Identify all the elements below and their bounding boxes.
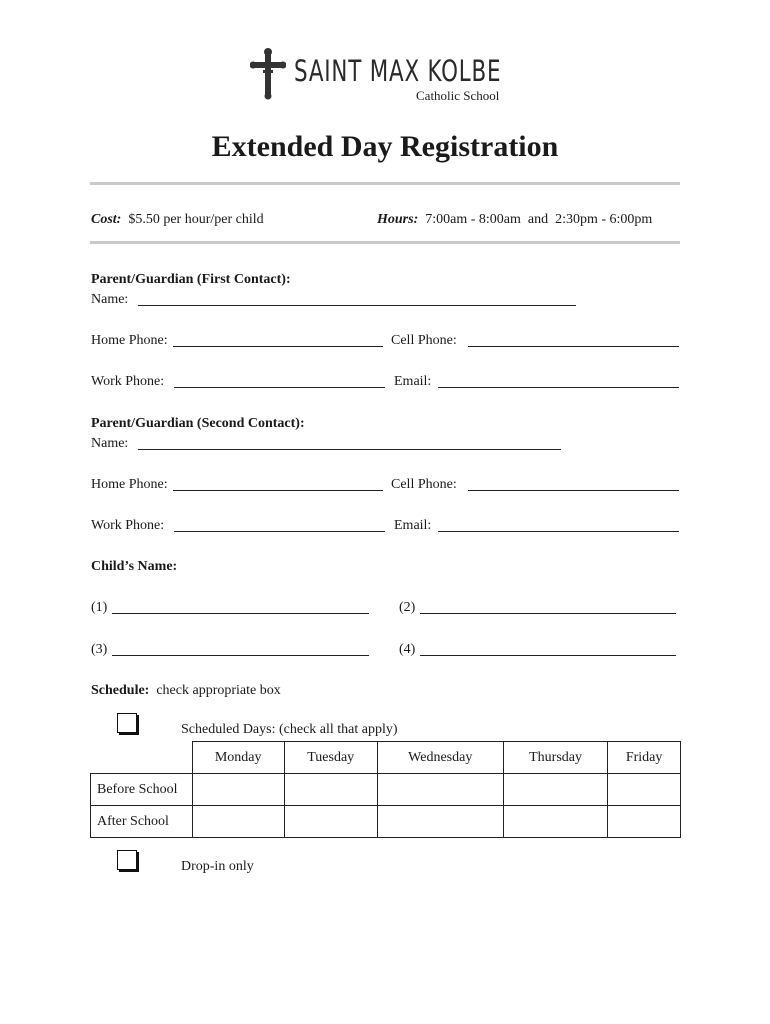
cell-after-friday[interactable] — [608, 806, 681, 838]
second-contact-heading: Parent/Guardian (Second Contact): — [91, 416, 305, 431]
table-corner-cell — [91, 742, 193, 774]
school-name: SAINT MAX KOLBE — [294, 54, 502, 88]
drop-in-checkbox[interactable] — [117, 850, 137, 870]
cell-after-tuesday[interactable] — [284, 806, 377, 838]
child-1-field[interactable] — [112, 613, 369, 614]
second-cell-phone-label: Cell Phone: — [391, 477, 457, 492]
school-logo — [250, 48, 530, 108]
table-row — [91, 806, 681, 838]
first-home-phone-label: Home Phone: — [91, 333, 168, 348]
hours-label: Hours: — [377, 212, 419, 227]
cell-before-thursday[interactable] — [503, 774, 607, 806]
day-header-wednesday: Wednesday — [377, 742, 503, 774]
schedule-instruction: check appropriate box — [156, 683, 281, 698]
info-divider — [90, 241, 680, 244]
first-contact-heading: Parent/Guardian (First Contact): — [91, 272, 291, 287]
second-email-label: Email: — [394, 518, 432, 533]
first-cell-phone-field[interactable] — [468, 346, 679, 347]
table-row — [91, 774, 681, 806]
first-name-label: Name: — [91, 292, 129, 307]
child-1-label: (1) — [91, 600, 108, 615]
cell-before-friday[interactable] — [608, 774, 681, 806]
cell-before-wednesday[interactable] — [377, 774, 503, 806]
first-work-phone-label: Work Phone: — [91, 374, 165, 389]
schedule-table — [90, 741, 681, 838]
page-title: Extended Day Registration — [211, 130, 559, 163]
first-home-phone-field[interactable] — [173, 346, 383, 347]
scheduled-days-label: Scheduled Days: (check all that apply) — [181, 722, 398, 737]
day-header-friday: Friday — [608, 742, 681, 774]
row-label-before-school: Before School — [91, 774, 193, 806]
second-home-phone-label: Home Phone: — [91, 477, 168, 492]
second-email-field[interactable] — [438, 531, 679, 532]
cell-before-monday[interactable] — [192, 774, 284, 806]
cost-label: Cost: — [91, 212, 122, 227]
second-cell-phone-field[interactable] — [468, 490, 679, 491]
first-name-field[interactable] — [138, 305, 576, 306]
hours-row — [377, 212, 652, 228]
cost-value: $5.50 per hour/per child — [128, 212, 264, 227]
second-work-phone-field[interactable] — [174, 531, 385, 532]
cell-after-wednesday[interactable] — [377, 806, 503, 838]
top-divider — [90, 182, 680, 185]
child-2-field[interactable] — [420, 613, 676, 614]
table-header-row — [91, 742, 681, 774]
second-work-phone-label: Work Phone: — [91, 518, 165, 533]
cell-before-tuesday[interactable] — [284, 774, 377, 806]
cost-row — [91, 212, 264, 228]
second-name-label: Name: — [91, 436, 129, 451]
child-3-label: (3) — [91, 642, 108, 657]
schedule-row — [91, 683, 281, 699]
cell-after-monday[interactable] — [192, 806, 284, 838]
cell-after-thursday[interactable] — [503, 806, 607, 838]
day-header-tuesday: Tuesday — [284, 742, 377, 774]
second-home-phone-field[interactable] — [173, 490, 383, 491]
schedule-heading: Schedule: — [91, 683, 150, 698]
child-4-field[interactable] — [420, 655, 676, 656]
first-cell-phone-label: Cell Phone: — [391, 333, 457, 348]
first-work-phone-field[interactable] — [174, 387, 385, 388]
second-name-field[interactable] — [138, 449, 561, 450]
first-email-field[interactable] — [438, 387, 679, 388]
scheduled-days-checkbox[interactable] — [117, 713, 137, 733]
child-2-label: (2) — [399, 600, 416, 615]
day-header-thursday: Thursday — [503, 742, 607, 774]
cross-icon — [250, 48, 286, 100]
hours-value: 7:00am - 8:00am and 2:30pm - 6:00pm — [425, 212, 653, 227]
row-label-after-school: After School — [91, 806, 193, 838]
child-3-field[interactable] — [112, 655, 369, 656]
first-email-label: Email: — [394, 374, 432, 389]
drop-in-label: Drop-in only — [181, 859, 254, 874]
school-subtitle: Catholic School — [416, 88, 500, 103]
day-header-monday: Monday — [192, 742, 284, 774]
children-heading: Child’s Name: — [91, 559, 178, 574]
child-4-label: (4) — [399, 642, 416, 657]
